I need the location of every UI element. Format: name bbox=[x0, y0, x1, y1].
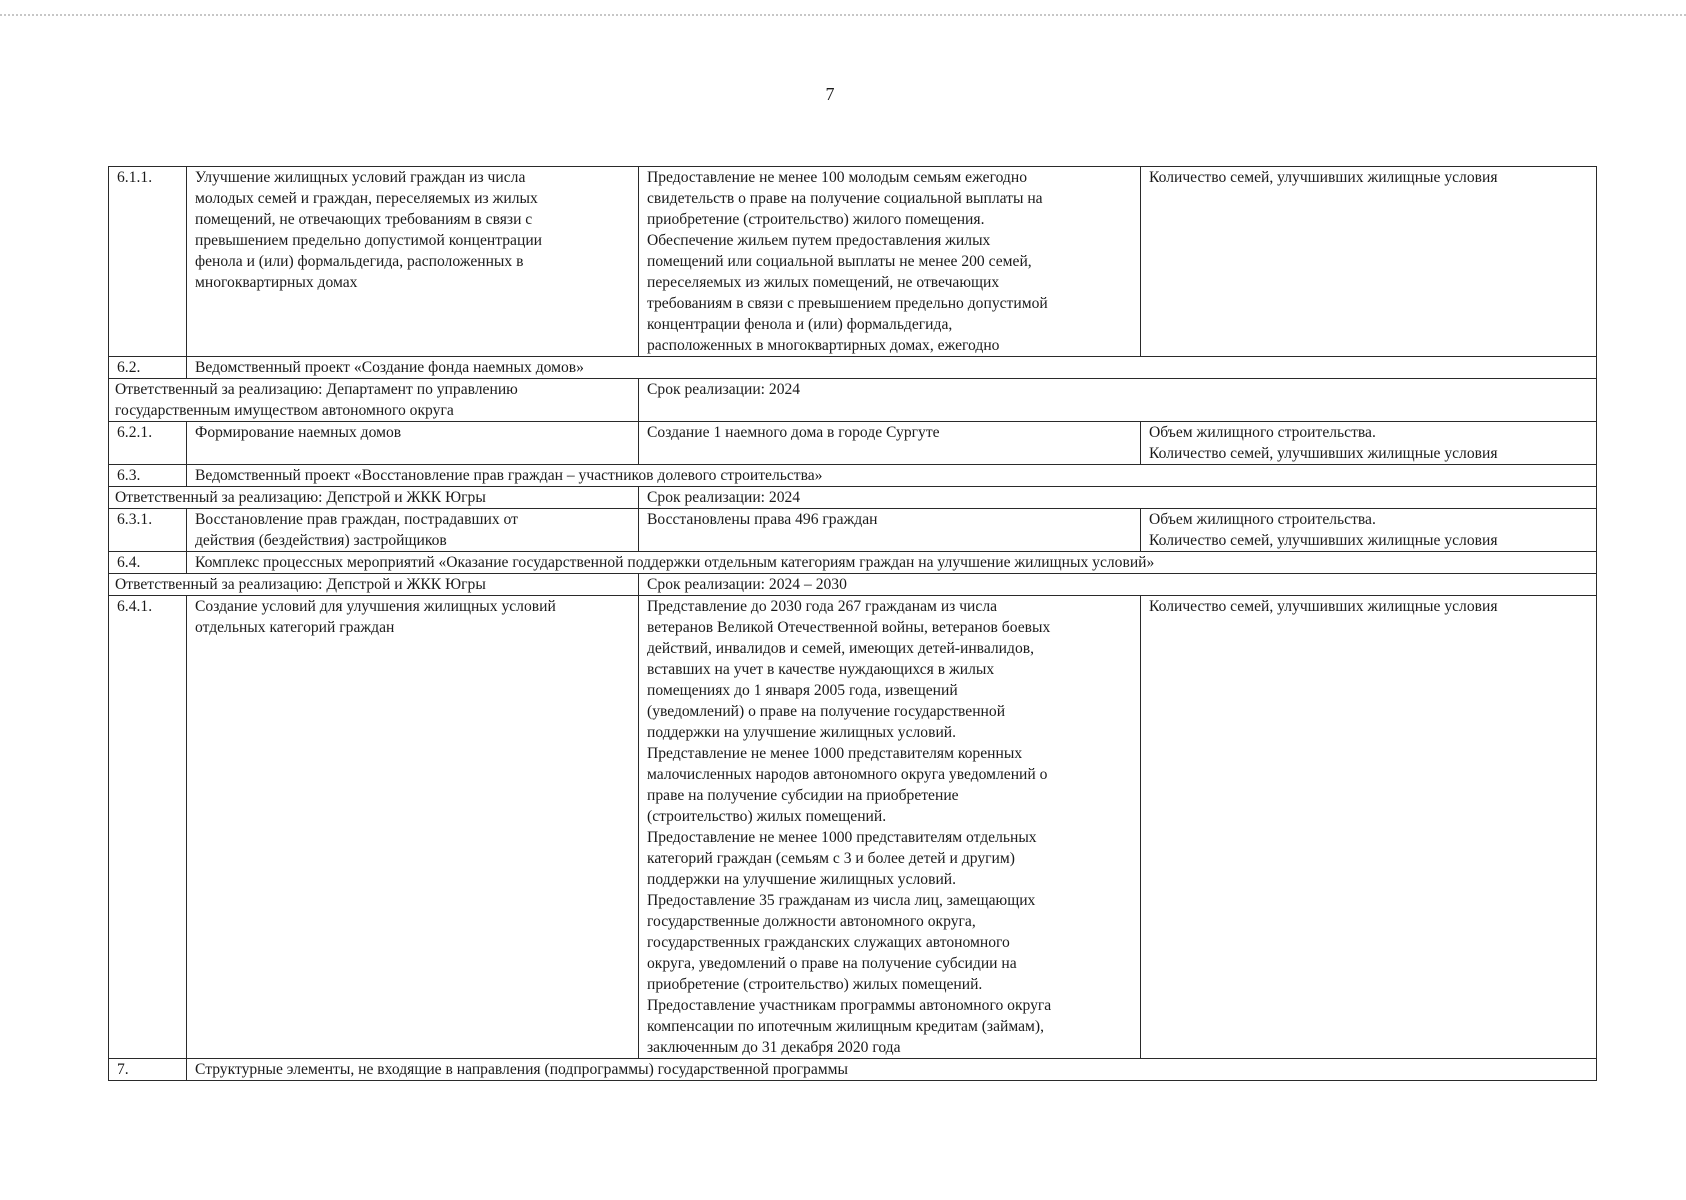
scan-edge-artifact bbox=[0, 14, 1686, 16]
table-row-6-3-1 bbox=[109, 509, 1597, 552]
section-title: Ведомственный проект «Восстановление прав граждан – участников долевого строительства» bbox=[187, 465, 1597, 487]
result-cell: Создание 1 наемного дома в городе Сургуте bbox=[639, 422, 1141, 465]
row-number: 6.3.1. bbox=[109, 509, 187, 552]
responsible-cell: Ответственный за реализацию: Депстрой и ЖКК Югры bbox=[109, 574, 639, 596]
row-number: 6.4.1. bbox=[109, 596, 187, 1059]
result-cell: Предоставление не менее 100 молодым семьям ежегодно свидетельств о праве на получение социальной выплаты на приобретение (строительство) жилого помещения. Обеспечение жильем путем предоставления жилых помещений или социальной выплаты не менее 200 семей, переселяемых из жилых помещений, не отвечающих требованиям в связи с превышением предельно допустимой концентрации фенола и (или) формальдегида, расположенных в многоквартирных домах, ежегодно bbox=[639, 167, 1141, 357]
responsible-row-6-2 bbox=[109, 379, 1597, 422]
section-number: 6.3. bbox=[109, 465, 187, 487]
task-cell: Улучшение жилищных условий граждан из числа молодых семей и граждан, переселяемых из жилых помещений, не отвечающих требованиям в связи с превышением предельно допустимой концентрации фенола и (или) формальдегида, расположенных в многоквартирных домах bbox=[187, 167, 639, 357]
section-number: 7. bbox=[109, 1059, 187, 1081]
section-number: 6.4. bbox=[109, 552, 187, 574]
term-cell: Срок реализации: 2024 bbox=[639, 487, 1597, 509]
section-number: 6.2. bbox=[109, 357, 187, 379]
result-cell: Представление до 2030 года 267 гражданам из числа ветеранов Великой Отечественной войны, ветеранов боевых действий, инвалидов и семей, имеющих детей-инвалидов, вставших на учет в качестве нуждающихся в жилых помещениях до 1 января 2005 года, извещений (уведомлений) о праве на получение государственной поддержки на улучшение жилищных условий. Представление не менее 1000 представителям коренных малочисленных народов автономного округа уведомлений о праве на получение субсидии на приобретение (строительство) жилых помещений. Предоставление не менее 1000 представителям отдельных категорий граждан (семьям с 3 и более детей и другим) поддержки на улучшение жилищных условий. Предоставление 35 гражданам из числа лиц, замещающих государственные должности автономного округа, государственных гражданских служащих автономного округа, уведомлений о праве на получение субсидии на приобретение (строительство) жилых помещений. Предоставление участникам программы автономного округа компенсации по ипотечным жилищным кредитам (займам), заключенным до 31 декабря 2020 года bbox=[639, 596, 1141, 1059]
row-number: 6.2.1. bbox=[109, 422, 187, 465]
section-row-7 bbox=[109, 1059, 1597, 1081]
section-title: Комплекс процессных мероприятий «Оказание государственной поддержки отдельным категориям граждан на улучшение жилищных условий» bbox=[187, 552, 1597, 574]
section-row-6-2 bbox=[109, 357, 1597, 379]
responsible-row-6-3 bbox=[109, 487, 1597, 509]
table-row-6-1-1 bbox=[109, 167, 1597, 357]
indicator-cell: Количество семей, улучшивших жилищные условия bbox=[1141, 167, 1597, 357]
task-cell: Формирование наемных домов bbox=[187, 422, 639, 465]
table-row-6-2-1 bbox=[109, 422, 1597, 465]
section-row-6-4 bbox=[109, 552, 1597, 574]
indicator-cell: Количество семей, улучшивших жилищные условия bbox=[1141, 596, 1597, 1059]
table-row-6-4-1 bbox=[109, 596, 1597, 1059]
program-structure-table bbox=[108, 166, 1597, 1081]
responsible-row-6-4 bbox=[109, 574, 1597, 596]
task-cell: Восстановление прав граждан, пострадавших от действия (бездействия) застройщиков bbox=[187, 509, 639, 552]
indicator-cell: Объем жилищного строительства. Количество семей, улучшивших жилищные условия bbox=[1141, 422, 1597, 465]
responsible-cell: Ответственный за реализацию: Департамент по управлению государственным имуществом автономного округа bbox=[109, 379, 639, 422]
task-cell: Создание условий для улучшения жилищных условий отдельных категорий граждан bbox=[187, 596, 639, 1059]
responsible-cell: Ответственный за реализацию: Депстрой и ЖКК Югры bbox=[109, 487, 639, 509]
section-title: Ведомственный проект «Создание фонда наемных домов» bbox=[187, 357, 1597, 379]
row-number: 6.1.1. bbox=[109, 167, 187, 357]
section-row-6-3 bbox=[109, 465, 1597, 487]
term-cell: Срок реализации: 2024 – 2030 bbox=[639, 574, 1597, 596]
section-title: Структурные элементы, не входящие в направления (подпрограммы) государственной программы bbox=[187, 1059, 1597, 1081]
term-cell: Срок реализации: 2024 bbox=[639, 379, 1597, 422]
result-cell: Восстановлены права 496 граждан bbox=[639, 509, 1141, 552]
page-number: 7 bbox=[825, 84, 835, 104]
indicator-cell: Объем жилищного строительства. Количество семей, улучшивших жилищные условия bbox=[1141, 509, 1597, 552]
